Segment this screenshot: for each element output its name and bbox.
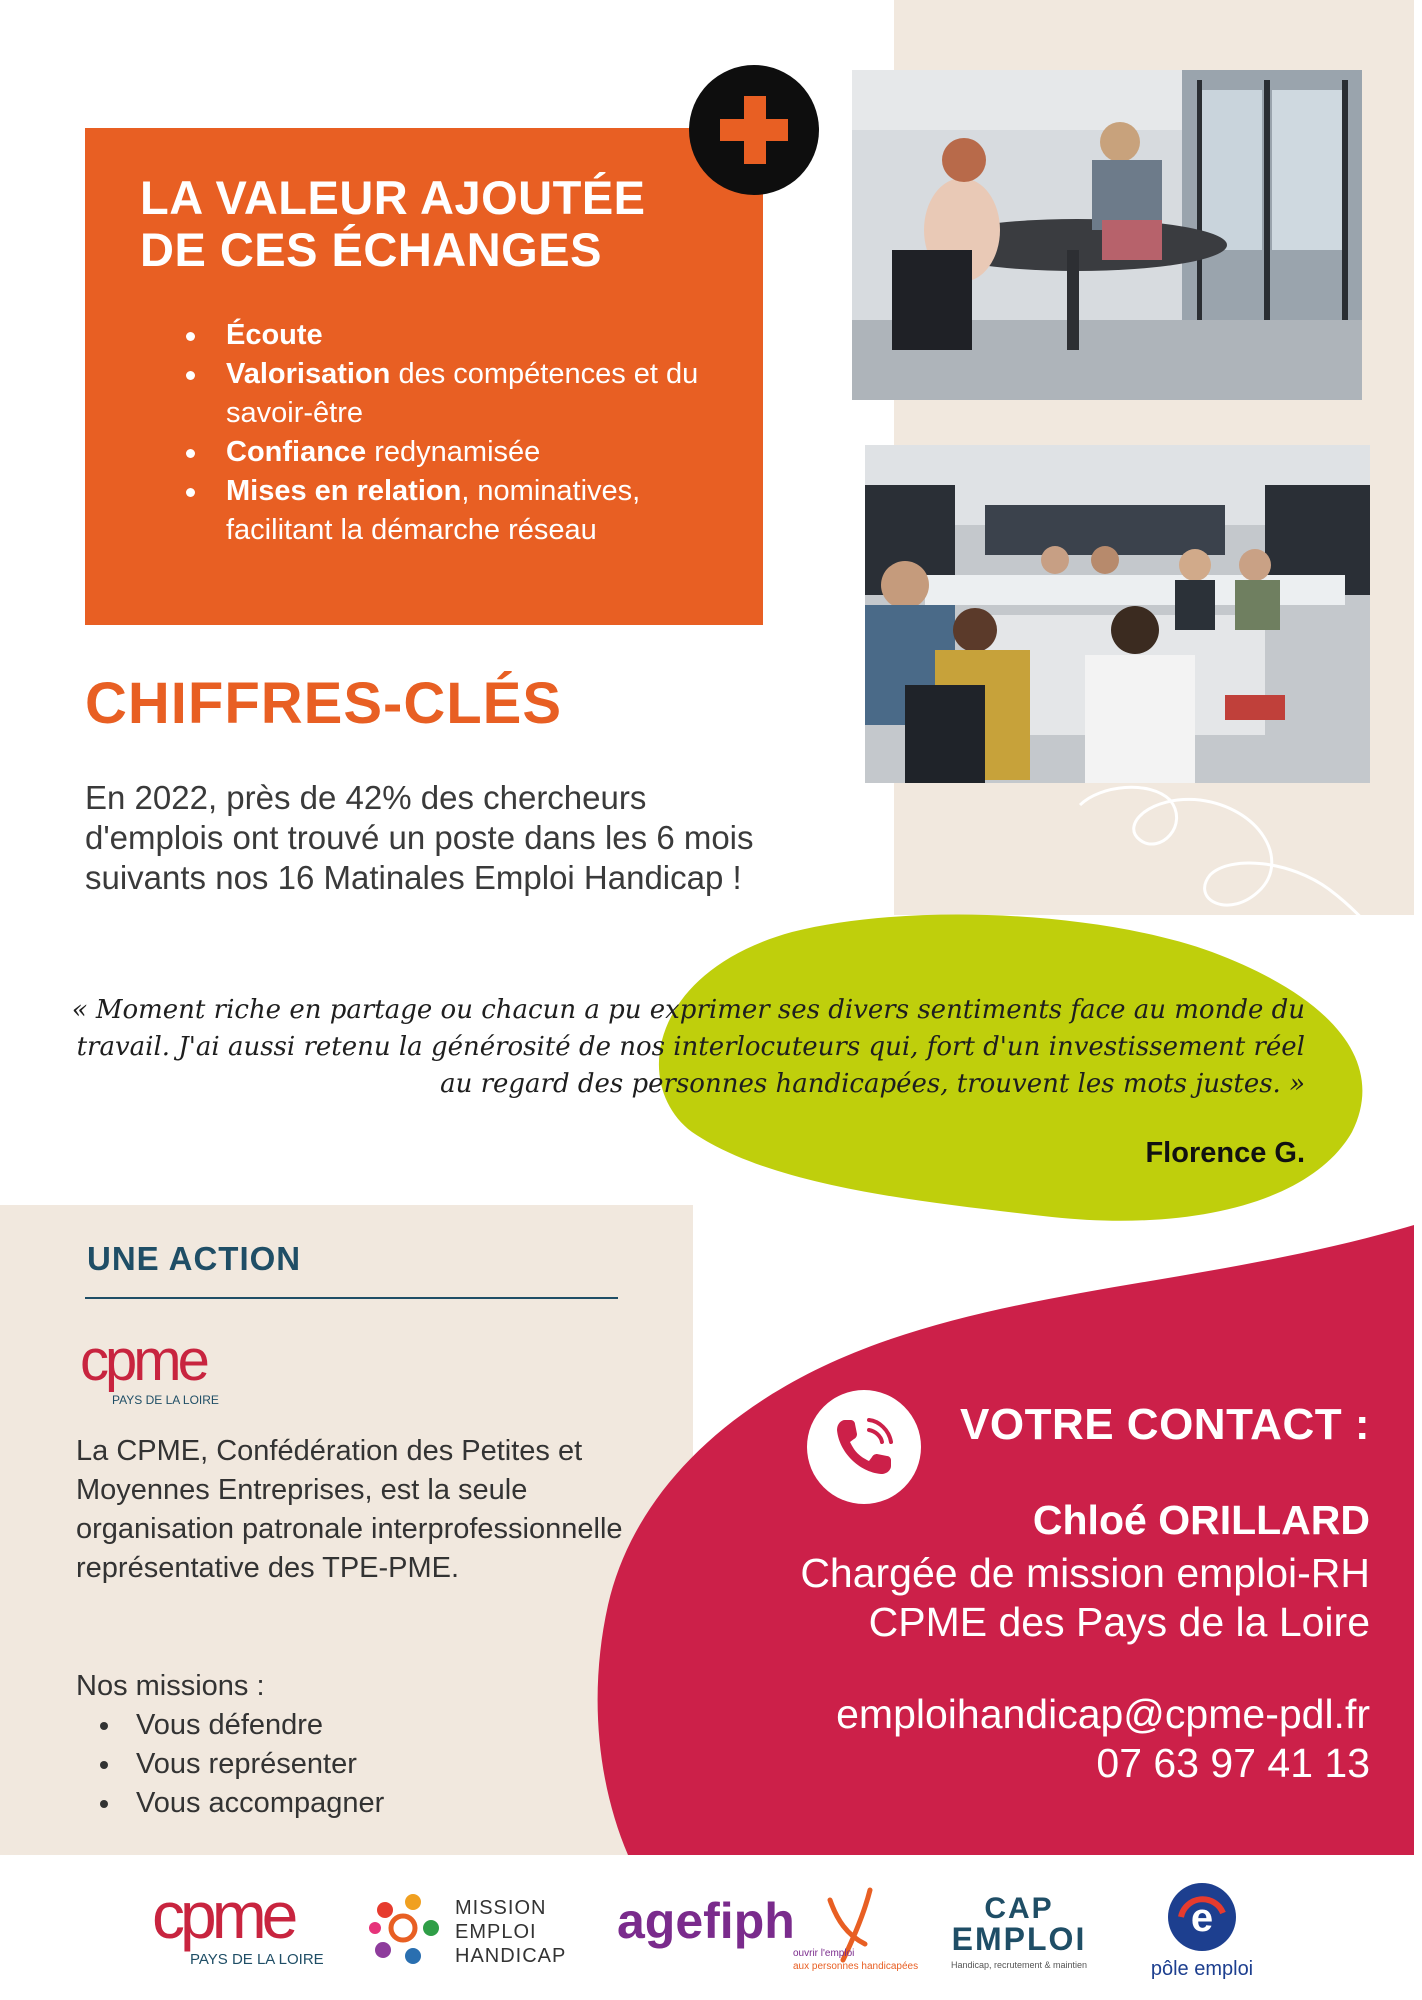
svg-text:aux personnes handicapées: aux personnes handicapées (793, 1961, 919, 1972)
list-item: Vous représenter (100, 1745, 384, 1784)
svg-text:e: e (1190, 1896, 1214, 1940)
cap-emploi-logo (932, 1888, 1107, 1978)
mission-emploi-handicap-logo (365, 1888, 595, 1978)
svg-text:cpme: cpme (152, 1878, 294, 1952)
contact-name: Chloé ORILLARD (1032, 1497, 1370, 1543)
contact-title: VOTRE CONTACT : (960, 1400, 1370, 1449)
plus-icon-bar (720, 119, 788, 141)
svg-text:MISSION: MISSION (455, 1897, 547, 1919)
missions-list (100, 1706, 384, 1823)
svg-text:PAYS DE LA LOIRE: PAYS DE LA LOIRE (112, 1393, 219, 1407)
divider (85, 1297, 618, 1299)
list-item: Écoute (182, 316, 702, 355)
svg-text:agefiph: agefiph (617, 1893, 795, 1949)
svg-text:cpme: cpme (80, 1328, 206, 1393)
svg-text:ouvrir l'emploi: ouvrir l'emploi (793, 1948, 855, 1959)
testimonial-quote: « Moment riche en partage ou chacun a pu exprimer ses divers sentiments face au monde du travail. J'ai aussi retenu la générosité de nos interlocuteurs qui, fort d'un investissement réel au regard des personnes handicapées, trouvent les mots justes. » (71, 995, 1305, 1099)
list-item: Valorisation des compétences et du savoir-être (182, 355, 702, 433)
photo-interview (852, 70, 1362, 400)
cpme-logo (78, 1330, 248, 1410)
svg-text:CAP: CAP (984, 1892, 1054, 1925)
svg-text:Handicap, recrutement & mainti: Handicap, recrutement & maintien (950, 1960, 1088, 1970)
cpme-footer-logo (150, 1880, 340, 1970)
pole-emploi-logo (1135, 1875, 1270, 1985)
contact-phone[interactable]: 07 63 97 41 13 (1096, 1740, 1370, 1786)
phone-icon (807, 1390, 921, 1504)
key-figures-title: CHIFFRES-CLÉS (85, 671, 562, 736)
phone-badge (807, 1390, 921, 1504)
value-box-title-line2: DE CES ÉCHANGES (140, 223, 602, 276)
key-figures-text: En 2022, près de 42% des chercheurs d'emplois ont trouvé un poste dans les 6 mois suivants nos 16 Matinales Emploi Handicap ! (85, 779, 754, 896)
list-item: Vous défendre (100, 1706, 384, 1745)
list-item: Confiance redynamisée (182, 433, 702, 472)
action-description: La CPME, Confédération des Petites et Moyennes Entreprises, est la seule organisation patronale interprofessionnelle représentative des TPE-PME. (76, 1435, 623, 1584)
value-box-title (140, 172, 740, 276)
list-item: Vous accompagner (100, 1784, 384, 1823)
svg-text:EMPLOI: EMPLOI (951, 1921, 1087, 1957)
svg-text:PAYS DE LA LOIRE: PAYS DE LA LOIRE (190, 1951, 324, 1968)
photo-group-meeting (865, 445, 1370, 783)
svg-text:HANDICAP: HANDICAP (455, 1945, 567, 1967)
value-list (182, 316, 702, 550)
testimonial-author: Florence G. (1145, 1137, 1305, 1169)
missions-label: Nos missions : (76, 1670, 265, 1702)
action-title: UNE ACTION (87, 1240, 302, 1277)
contact-email[interactable]: emploihandicap@cpme-pdl.fr (836, 1691, 1370, 1737)
agefiph-logo (615, 1880, 919, 1980)
value-box-title-line1: LA VALEUR AJOUTÉE (140, 171, 646, 224)
svg-text:EMPLOI: EMPLOI (455, 1921, 537, 1943)
svg-text:pôle emploi: pôle emploi (1150, 1958, 1254, 1980)
contact-role: Chargée de mission emploi-RH CPME des Pays de la Loire (800, 1550, 1370, 1645)
list-item: Mises en relation, nominatives, facilitant la démarche réseau (182, 472, 702, 550)
